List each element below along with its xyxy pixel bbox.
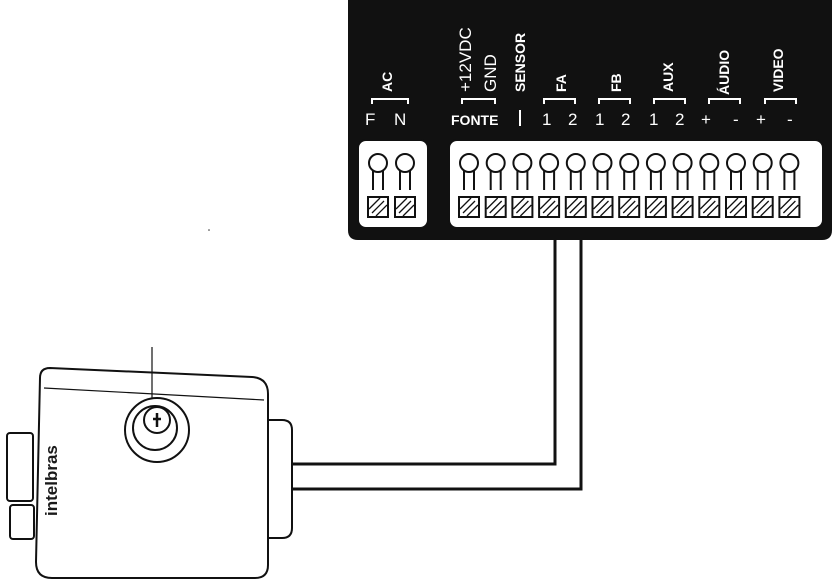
wire-fa-2 bbox=[292, 228, 581, 489]
label-audio: ÁUDIO bbox=[716, 49, 732, 95]
terminal-label-n: N bbox=[394, 110, 407, 129]
wire-fa-1 bbox=[292, 228, 555, 464]
lock-bottom-tab bbox=[10, 505, 34, 539]
terminal-label-video-minus: - bbox=[787, 110, 793, 129]
label-fa: FA bbox=[553, 74, 569, 92]
stray-dot bbox=[208, 229, 210, 231]
lock-brand-logo: intelbras bbox=[42, 445, 61, 516]
terminal-label-aux-2: 2 bbox=[675, 110, 685, 129]
wires bbox=[292, 228, 581, 489]
terminal-label-audio-minus: - bbox=[733, 110, 739, 129]
terminal-label-fa-1: 1 bbox=[542, 110, 552, 129]
terminal-label-video-plus: + bbox=[756, 110, 766, 129]
lock-rear-tab bbox=[7, 433, 33, 501]
terminal-label-aux-1: 1 bbox=[649, 110, 659, 129]
terminal-label-fa-2: 2 bbox=[568, 110, 578, 129]
label-fb: FB bbox=[608, 73, 624, 92]
label-sensor: SENSOR bbox=[512, 32, 528, 92]
terminal-label-fb-2: 2 bbox=[621, 110, 631, 129]
label-gnd: GND bbox=[481, 54, 500, 92]
lock-bolt-housing bbox=[266, 420, 292, 538]
label-video: VIDEO bbox=[770, 48, 786, 92]
label-supply-plus: +12VDC bbox=[456, 27, 475, 92]
terminal-label-audio-plus: + bbox=[701, 110, 711, 129]
label-fonte: FONTE bbox=[451, 112, 499, 128]
label-ac: AC bbox=[379, 71, 395, 92]
terminal-label-f: F bbox=[365, 110, 376, 129]
label-aux: AUX bbox=[660, 62, 676, 92]
terminal-label-fb-1: 1 bbox=[595, 110, 605, 129]
electric-lock bbox=[7, 347, 292, 578]
control-panel bbox=[348, 0, 832, 240]
